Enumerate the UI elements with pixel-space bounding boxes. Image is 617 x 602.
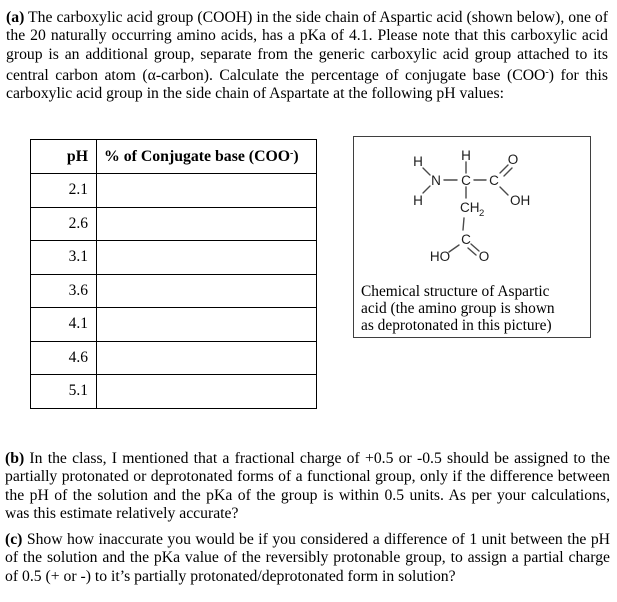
ph-column-header: pH	[31, 140, 97, 174]
superscript-minus: -	[290, 147, 294, 159]
atom-h-amino-bottom: H	[413, 193, 423, 208]
ph-value: 4.6	[31, 341, 97, 375]
double-bond-c-o-side-2	[468, 248, 476, 255]
ph-value: 2.6	[31, 207, 97, 241]
bond-ch2-ccarboxyl-side	[463, 218, 464, 230]
atom-ho-side: HO	[429, 249, 451, 264]
conjugate-base-column-header: % of Conjugate base (COO-)	[97, 140, 317, 174]
atom-c-carboxyl-main: C	[489, 173, 499, 188]
bond-c-oh-main	[500, 187, 508, 195]
structure-caption	[361, 283, 588, 334]
atom-oh-main: OH	[510, 193, 531, 208]
ph-value: 5.1	[31, 375, 97, 409]
table-row	[31, 274, 317, 308]
table-header-row	[31, 140, 317, 174]
atom-o-carbonyl-main: O	[507, 152, 519, 167]
question-a-label: (a)	[6, 9, 25, 26]
question-b-paragraph	[5, 450, 610, 523]
answer-cell-empty	[97, 174, 317, 208]
atom-ch2-subscript: 2	[479, 208, 485, 219]
atom-ch2: CH	[460, 200, 480, 215]
answer-cell-empty	[97, 341, 317, 375]
atom-h-amino-top: H	[413, 154, 423, 169]
atom-n-amino: N	[431, 173, 441, 188]
atom-o-carbonyl-side: O	[478, 249, 490, 264]
table-row	[31, 174, 317, 208]
bond-c-ho-side	[449, 245, 459, 252]
atom-c-carboxyl-side: C	[461, 232, 471, 247]
question-c-paragraph	[5, 531, 610, 586]
table-row	[31, 375, 317, 409]
table-row	[31, 341, 317, 375]
question-b-text: In the class, I mentioned that a fractional charge of +0.5 or -0.5 should be assigned to the partially protonated or deprotonated forms of a functional group, only if the difference between the pH of the solution and the pKa of the group is within 0.5 units. As per your calculations, was this estimate relatively accurate?	[5, 450, 610, 522]
superscript-minus: -	[545, 66, 549, 78]
answer-cell-empty	[97, 274, 317, 308]
caption-line: Chemical structure of Aspartic	[361, 283, 550, 300]
ph-value: 3.1	[31, 241, 97, 275]
atom-c-alpha: C	[461, 173, 471, 188]
table-row	[31, 241, 317, 275]
answer-cell-empty	[97, 207, 317, 241]
answer-cell-empty	[97, 308, 317, 342]
answer-cell-empty	[97, 375, 317, 409]
aspartic-acid-structure-box	[353, 136, 591, 338]
caption-line: acid (the amino group is shown	[361, 300, 555, 317]
table-row	[31, 308, 317, 342]
double-bond-c-o-main-2	[504, 168, 512, 176]
question-a-text-end: ) for this carboxylic acid group in the side chain of Aspartate at the following pH values:	[6, 66, 608, 103]
bond-h-n-top	[423, 168, 430, 175]
bond-h-n-bottom	[423, 186, 430, 193]
question-a-paragraph	[6, 9, 608, 103]
ph-answer-table	[30, 139, 317, 409]
caption-line: as deprotonated in this picture)	[361, 317, 552, 334]
ph-value: 3.6	[31, 274, 97, 308]
table-row	[31, 207, 317, 241]
atom-h-alpha: H	[461, 148, 471, 163]
question-c-text: Show how inaccurate you would be if you considered a difference of 1 unit between the pH of the solution and the pKa value of the reversibly protonable group, to assign a partial charge of 0.5 (+ or -) to it’s partially protonated/deprotonated form in solution?	[5, 531, 610, 585]
ph-value: 2.1	[31, 174, 97, 208]
answer-cell-empty	[97, 241, 317, 275]
aspartic-acid-structure-diagram	[354, 137, 592, 283]
question-c-label: (c)	[5, 531, 23, 548]
ph-value: 4.1	[31, 308, 97, 342]
question-b-label: (b)	[5, 450, 25, 467]
question-a-text: The carboxylic acid group (COOH) in the side chain of Aspartic acid (shown below), one of the 20 naturally occurring amino acids, has a pKa of 4.1. Please note that this carboxylic acid group is an additional group, separate from the generic carboxylic acid group attached to its central carbon atom (α-carbon). Calculate the percentage of conjugate base (COO	[6, 9, 608, 84]
